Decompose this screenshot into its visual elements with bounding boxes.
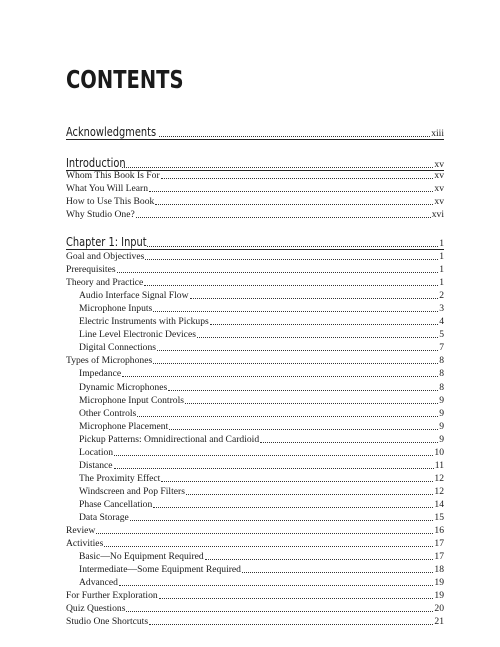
toc-entry[interactable] — [66, 183, 444, 195]
toc-entry[interactable] — [66, 434, 444, 446]
toc-page-number: 12 — [434, 472, 444, 484]
dot-leader — [130, 519, 434, 521]
toc-page-number: 21 — [434, 616, 444, 628]
dot-leader — [197, 336, 438, 338]
toc-entry-label: Impedance — [79, 368, 122, 380]
toc-page-number: 9 — [439, 420, 444, 432]
toc-page-number: xv — [434, 196, 444, 208]
toc-entry-label: Intermediate—Some Equipment Required — [79, 564, 241, 576]
dot-leader — [145, 258, 438, 260]
section-divider — [66, 249, 444, 250]
toc-entry[interactable] — [66, 512, 444, 524]
toc-page-number: 3 — [439, 303, 444, 315]
toc-page-number: 11 — [434, 459, 444, 471]
toc-page-number: 10 — [434, 446, 444, 458]
dot-leader — [185, 402, 438, 404]
toc-page-number: 14 — [434, 498, 444, 510]
toc-page-number: 19 — [434, 577, 444, 589]
toc-entry[interactable] — [66, 421, 444, 433]
dot-leader — [205, 558, 434, 560]
toc-section-heading[interactable] — [66, 124, 444, 140]
dot-leader — [122, 166, 434, 168]
toc-page-number: 1 — [439, 277, 444, 289]
toc-entry-label: Why Studio One? — [66, 209, 135, 221]
toc-entry[interactable] — [66, 538, 444, 550]
toc-page-number: 1 — [439, 251, 444, 262]
toc-entry-label: Microphone Inputs — [79, 303, 153, 315]
toc-page-number: 20 — [434, 603, 444, 615]
dot-leader — [149, 190, 433, 192]
toc-page-number: 12 — [434, 485, 444, 497]
toc-entry-label: Distance — [79, 459, 113, 471]
dot-leader — [153, 310, 438, 312]
dot-leader — [242, 571, 433, 573]
dot-leader — [161, 177, 434, 179]
toc-entry-label: Audio Interface Signal Flow — [79, 290, 189, 302]
dot-leader — [169, 428, 438, 430]
toc-page-number: 17 — [434, 538, 444, 550]
toc-entry-label: Microphone Input Controls — [79, 394, 184, 406]
toc-entry-label: For Further Exploration — [66, 590, 158, 602]
toc-page-number: xv — [434, 159, 444, 170]
toc-entry-label: Location — [79, 446, 114, 458]
toc-entry[interactable] — [66, 525, 444, 537]
toc-entry[interactable] — [66, 342, 444, 354]
toc-entry-label: Electric Instruments with Pickups — [79, 316, 209, 328]
toc-page-number: 16 — [434, 525, 444, 537]
dot-leader — [122, 375, 438, 377]
toc-entry-label: Goal and Objectives — [66, 251, 145, 262]
toc-entry-label: Windscreen and Pop Filters — [79, 485, 185, 497]
toc-page-number: 1 — [439, 264, 444, 276]
toc-entry-label: Whom This Book Is For — [66, 170, 160, 181]
dot-leader — [153, 506, 433, 508]
toc-entry-label: Quiz Questions — [66, 603, 126, 615]
toc-page-number: xv — [434, 183, 444, 195]
dot-leader — [149, 623, 433, 625]
toc-entry-label: Digital Connections — [79, 342, 157, 354]
toc-page-number: 9 — [439, 407, 444, 419]
toc-entry-label: Chapter 1: Input — [66, 235, 147, 249]
toc-entry-label: Microphone Placement — [79, 420, 169, 432]
dot-leader — [137, 415, 438, 417]
toc-entry[interactable] — [66, 303, 444, 315]
toc-entry[interactable] — [66, 316, 444, 328]
toc-entry-label: Other Controls — [79, 407, 137, 419]
toc-entry-label: Phase Cancellation — [79, 498, 153, 510]
toc-entry-label: Review — [66, 525, 96, 537]
toc-page-number: 1 — [439, 238, 444, 249]
toc-entry[interactable] — [66, 616, 444, 628]
toc-entry[interactable] — [66, 368, 444, 380]
toc-page-number: xiii — [431, 128, 444, 139]
toc-page-number: 8 — [439, 355, 444, 367]
toc-page-number: 17 — [434, 551, 444, 563]
toc-entry[interactable] — [66, 264, 444, 276]
toc-entry-label: How to Use This Book — [66, 196, 155, 208]
toc-page-number: 5 — [439, 329, 444, 341]
dot-leader — [114, 454, 433, 456]
toc-entry-label: Basic—No Equipment Required — [79, 551, 204, 563]
toc-page-number: 8 — [439, 368, 444, 380]
dot-leader — [117, 271, 439, 273]
toc-entry[interactable] — [66, 590, 444, 602]
toc-entry[interactable] — [66, 251, 444, 263]
toc-entry[interactable] — [66, 170, 444, 182]
toc-entry-label: Prerequisites — [66, 264, 116, 276]
section-divider — [66, 139, 444, 140]
toc-entry[interactable] — [66, 577, 444, 589]
dot-leader — [157, 349, 438, 351]
dot-leader — [161, 480, 433, 482]
toc-entry[interactable] — [66, 277, 444, 289]
toc-page-number: 7 — [439, 342, 444, 354]
toc-entry-label: Advanced — [79, 577, 118, 589]
dot-leader — [147, 245, 438, 247]
toc-entry-label: Activities — [66, 538, 104, 550]
dot-leader — [155, 203, 433, 205]
toc-page-number: 18 — [434, 564, 444, 576]
toc-entry[interactable] — [66, 486, 444, 498]
toc-entry[interactable] — [66, 329, 444, 341]
toc-entry-label: What You Will Learn — [66, 183, 149, 195]
dot-leader — [104, 545, 433, 547]
dot-leader — [159, 135, 430, 137]
toc-page-number: 15 — [434, 512, 444, 523]
toc-entry-label: Line Level Electronic Devices — [79, 329, 196, 341]
dot-leader — [168, 389, 438, 391]
dot-leader — [136, 216, 431, 218]
dot-leader — [260, 441, 438, 443]
toc-page-number: 4 — [439, 316, 444, 328]
dot-leader — [190, 297, 439, 299]
page-title: CONTENTS — [66, 65, 184, 94]
toc-entry-label: Acknowledgments — [66, 125, 157, 139]
toc-page-number: 19 — [434, 590, 444, 602]
toc-entry-label: Data Storage — [79, 512, 129, 523]
toc-entry[interactable] — [66, 499, 444, 511]
toc-entry[interactable] — [66, 209, 444, 221]
toc-page-number: 9 — [439, 433, 444, 445]
toc-entry-label: Pickup Patterns: Omnidirectional and Cardioid — [79, 433, 260, 445]
toc-entry[interactable] — [66, 196, 444, 208]
dot-leader — [119, 584, 434, 586]
toc-entry[interactable] — [66, 355, 444, 367]
section-divider — [66, 170, 444, 171]
toc-entry[interactable] — [66, 551, 444, 563]
dot-leader — [153, 362, 438, 364]
toc-entry-label: Introduction — [66, 156, 126, 170]
toc-entry[interactable] — [66, 460, 444, 472]
toc-page-number: xv — [434, 170, 444, 181]
toc-entry-label: Dynamic Microphones — [79, 381, 168, 393]
toc-section-heading[interactable] — [66, 234, 444, 250]
dot-leader — [96, 532, 433, 534]
toc-entry[interactable] — [66, 395, 444, 407]
dot-leader — [159, 597, 434, 599]
toc-entry-label: The Proximity Effect — [79, 472, 161, 484]
toc-section-heading[interactable] — [66, 155, 444, 171]
dot-leader — [126, 610, 433, 612]
dot-leader — [210, 323, 438, 325]
toc-entry[interactable] — [66, 564, 444, 576]
toc-page-number: xvi — [431, 209, 444, 221]
toc-entry[interactable] — [66, 382, 444, 394]
toc-entry[interactable] — [66, 408, 444, 420]
toc-page-number: 2 — [439, 290, 444, 302]
dot-leader — [144, 284, 438, 286]
toc-entry-label: Studio One Shortcuts — [66, 616, 149, 628]
toc-entry[interactable] — [66, 473, 444, 485]
toc-page-number: 8 — [439, 381, 444, 393]
toc-entry[interactable] — [66, 603, 444, 615]
toc-page-number: 9 — [439, 394, 444, 406]
toc-entry[interactable] — [66, 447, 444, 459]
dot-leader — [186, 493, 433, 495]
toc-entry[interactable] — [66, 290, 444, 302]
toc-entry-label: Theory and Practice — [66, 277, 144, 289]
dot-leader — [114, 467, 434, 469]
toc-entry-label: Types of Microphones — [66, 355, 153, 367]
